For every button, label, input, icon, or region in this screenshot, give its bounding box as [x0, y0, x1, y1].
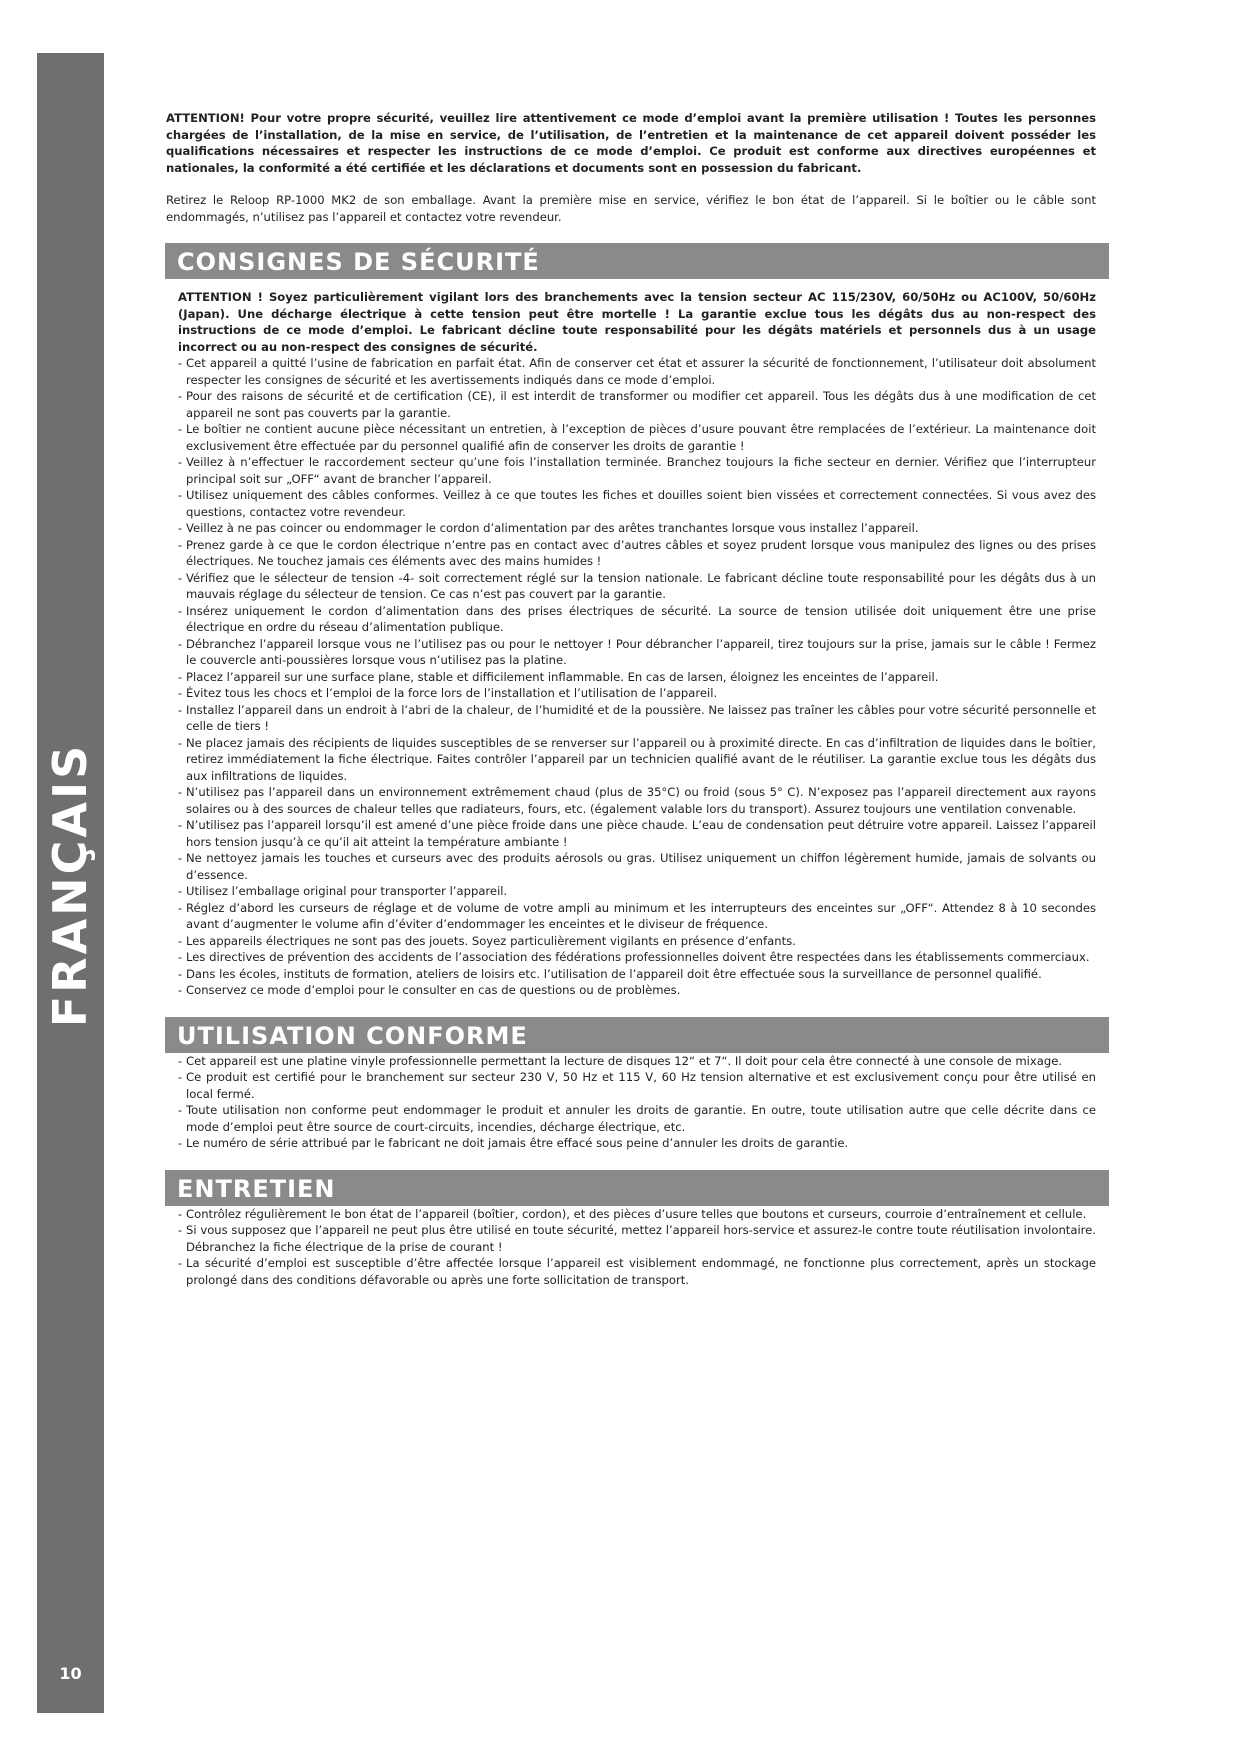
list-item: - Ce produit est certifié pour le branchement sur secteur 230 V, 50 Hz et 115 V, 60 Hz tension alternative et est exclusivement conçu pour être utilisé en local fermé.	[178, 1069, 1096, 1102]
section-heading-safety: CONSIGNES DE SÉCURITÉ	[165, 243, 1109, 279]
list-item: - Utilisez uniquement des câbles conformes. Veillez à ce que toutes les fiches et douilles soient bien vissées et correctement connectées. Si vous avez des questions, contactez votre revendeur.	[178, 487, 1096, 520]
list-item: - Vérifiez que le sélecteur de tension -4- soit correctement réglé sur la tension nationale. Le fabricant décline toute responsabilité pour les dégâts dus à un mauvais réglage du sélecteur de tension. Ce cas n’est pas couvert par la garantie.	[178, 570, 1096, 603]
list-item: - Débranchez l’appareil lorsque vous ne l’utilisez pas ou pour le nettoyer ! Pour débrancher l’appareil, tirez toujours sur la prise, jamais sur le câble ! Fermez le couvercle anti-poussières lorsque vous n’utilisez pas la platine.	[178, 636, 1096, 669]
list-item: - La sécurité d’emploi est susceptible d’être affectée lorsque l’appareil est visiblement endommagé, ne fonctionne plus correctement, après un stockage prolongé dans des conditions défavorable ou après une forte sollicitation de transport.	[178, 1255, 1096, 1288]
intro-warning: ATTENTION! Pour votre propre sécurité, veuillez lire attentivement ce mode d’emploi avant la première utilisation ! Toutes les personnes chargées de l’installation, de la mise en service, de l’utilisation, de l’entretien et la maintenance de cet appareil doivent posséder les qualifications nécessaires et respecter les instructions de ce mode d’emploi. Ce produit est conforme aux directives européennes et nationales, la conformité a été certifiée et les déclarations et documents sont en possession du fabricant.	[166, 111, 1096, 175]
list-item: - Placez l’appareil sur une surface plane, stable et difficilement inflammable. En cas de larsen, éloignez les enceintes de l’appareil.	[178, 669, 1096, 686]
section-heading-usage: UTILISATION CONFORME	[165, 1017, 1109, 1053]
list-item: - Évitez tous les chocs et l’emploi de la force lors de l’installation et l’utilisation de l’appareil.	[178, 685, 1096, 702]
safety-list	[166, 355, 1096, 999]
list-item: - Veillez à n’effectuer le raccordement secteur qu’une fois l’installation terminée. Branchez toujours la fiche secteur en dernier. Vérifiez que l’interrupteur principal soit sur „OFF“ avant de brancher l’appareil.	[178, 454, 1096, 487]
intro-text: Retirez le Reloop RP-1000 MK2 de son emballage. Avant la première mise en service, vérifiez le bon état de l’appareil. Si le boîtier ou le câble sont endommagés, n’utilisez pas l’appareil et contactez votre revendeur.	[166, 193, 1096, 224]
list-item: - Ne placez jamais des récipients de liquides susceptibles de se renverser sur l’appareil ou à proximité directe. En cas d’infiltration de liquides dans le boîtier, retirez immédiatement la fiche électrique. Faites contrôler l’appareil par un technicien qualifié avant de le réutiliser. La garantie exclue tous les dégâts dus aux infiltrations de liquides.	[178, 735, 1096, 785]
list-item: - N’utilisez pas l’appareil dans un environnement extrêmement chaud (plus de 35°C) ou froid (sous 5° C). N’exposez pas l’appareil directement aux rayons solaires ou à des sources de chaleur telles que radiateurs, fours, etc. (également valable lors du transport). Assurez toujours une ventilation convenable.	[178, 784, 1096, 817]
list-item: - Cet appareil est une platine vinyle professionnelle permettant la lecture de disques 12“ et 7“. Il doit pour cela être connecté à une console de mixage.	[178, 1053, 1096, 1070]
list-item: - Contrôlez régulièrement le bon état de l’appareil (boîtier, cordon), et des pièces d’usure telles que boutons et curseurs, courroie d’entraînement et cellule.	[178, 1206, 1096, 1223]
list-item: - Le boîtier ne contient aucune pièce nécessitant un entretien, à l’exception de pièces d’usure pouvant être remplacées de l’extérieur. La maintenance doit exclusivement être effectuée par du personnel qualifié afin de conserver les droits de garantie !	[178, 421, 1096, 454]
list-item: - Insérez uniquement le cordon d’alimentation dans des prises électriques de sécurité. La source de tension utilisée doit uniquement être une prise électrique en ordre du réseau d’alimentation publique.	[178, 603, 1096, 636]
list-item: - Utilisez l’emballage original pour transporter l’appareil.	[178, 883, 1096, 900]
page-content	[166, 110, 1096, 1288]
list-item: - Installez l’appareil dans un endroit à l’abri de la chaleur, de l’humidité et de la poussière. Ne laissez pas traîner les câbles pour votre sécurité personnelle et celle de tiers !	[178, 702, 1096, 735]
list-item: - Prenez garde à ce que le cordon électrique n’entre pas en contact avec d’autres câbles et soyez prudent lorsque vous manipulez des lignes ou des prises électriques. Ne touchez jamais ces éléments avec des mains humides !	[178, 537, 1096, 570]
list-item: - Le numéro de série attribué par le fabricant ne doit jamais être effacé sous peine d’annuler les droits de garantie.	[178, 1135, 1096, 1152]
list-item: - Pour des raisons de sécurité et de certification (CE), il est interdit de transformer ou modifier cet appareil. Tous les dégâts dus à une modification de cet appareil ne sont pas couverts par la garantie.	[178, 388, 1096, 421]
list-item: - Dans les écoles, instituts de formation, ateliers de loisirs etc. l’utilisation de l’appareil doit être effectuée sous la surveillance de personnel qualifié.	[178, 966, 1096, 983]
safety-warning: ATTENTION ! Soyez particulièrement vigilant lors des branchements avec la tension secteur AC 115/230V, 60/50Hz ou AC100V, 50/60Hz (Japan). Une décharge électrique à cette tension peut être mortelle ! La garantie exclue tous les dégâts dus au non-respect des instructions de ce mode d’emploi. Le fabricant décline toute responsabilité pour les dégâts matériels et personnels dus à un usage incorrect ou au non-respect des consignes de sécurité.	[178, 290, 1096, 354]
list-item: - Toute utilisation non conforme peut endommager le produit et annuler les droits de garantie. En outre, toute utilisation autre que celle décrite dans ce mode d’emploi peut être source de court-circuits, incendies, décharge électrique, etc.	[178, 1102, 1096, 1135]
list-item: - N’utilisez pas l’appareil lorsqu’il est amené d’une pièce froide dans une pièce chaude. L’eau de condensation peut détruire votre appareil. Laissez l’appareil hors tension jusqu’à ce qu’il ait atteint la température ambiante !	[178, 817, 1096, 850]
language-label: FRANÇAIS	[43, 742, 97, 1028]
list-item: - Si vous supposez que l’appareil ne peut plus être utilisé en toute sécurité, mettez l’appareil hors-service et assurez-le contre toute réutilisation involontaire. Débranchez la fiche électrique de la prise de courant !	[178, 1222, 1096, 1255]
list-item: - Conservez ce mode d’emploi pour le consulter en cas de questions ou de problèmes.	[178, 982, 1096, 999]
list-item: - Veillez à ne pas coincer ou endommager le cordon d’alimentation par des arêtes tranchantes lorsque vous installez l’appareil.	[178, 520, 1096, 537]
list-item: - Réglez d’abord les curseurs de réglage et de volume de votre ampli au minimum et les interrupteurs des enceintes sur „OFF“. Attendez 8 à 10 secondes avant d’augmenter le volume afin d’éviter d’endommager les enceintes et le diviseur de fréquence.	[178, 900, 1096, 933]
list-item: - Ne nettoyez jamais les touches et curseurs avec des produits aérosols ou gras. Utilisez uniquement un chiffon légèrement humide, jamais de solvants ou d’essence.	[178, 850, 1096, 883]
list-item: - Les appareils électriques ne sont pas des jouets. Soyez particulièrement vigilants en présence d’enfants.	[178, 933, 1096, 950]
page-number: 10	[59, 1664, 82, 1683]
usage-list	[166, 1053, 1096, 1152]
list-item: - Cet appareil a quitté l’usine de fabrication en parfait état. Afin de conserver cet état et assurer la sécurité de fonctionnement, l’utilisateur doit absolument respecter les consignes de sécurité et les avertissements indiqués dans ce mode d’emploi.	[178, 355, 1096, 388]
section-heading-maintenance: ENTRETIEN	[165, 1170, 1109, 1206]
maintenance-list	[166, 1206, 1096, 1289]
list-item: - Les directives de prévention des accidents de l’association des fédérations professionnelles doivent être respectées dans les établissements commerciaux.	[178, 949, 1096, 966]
